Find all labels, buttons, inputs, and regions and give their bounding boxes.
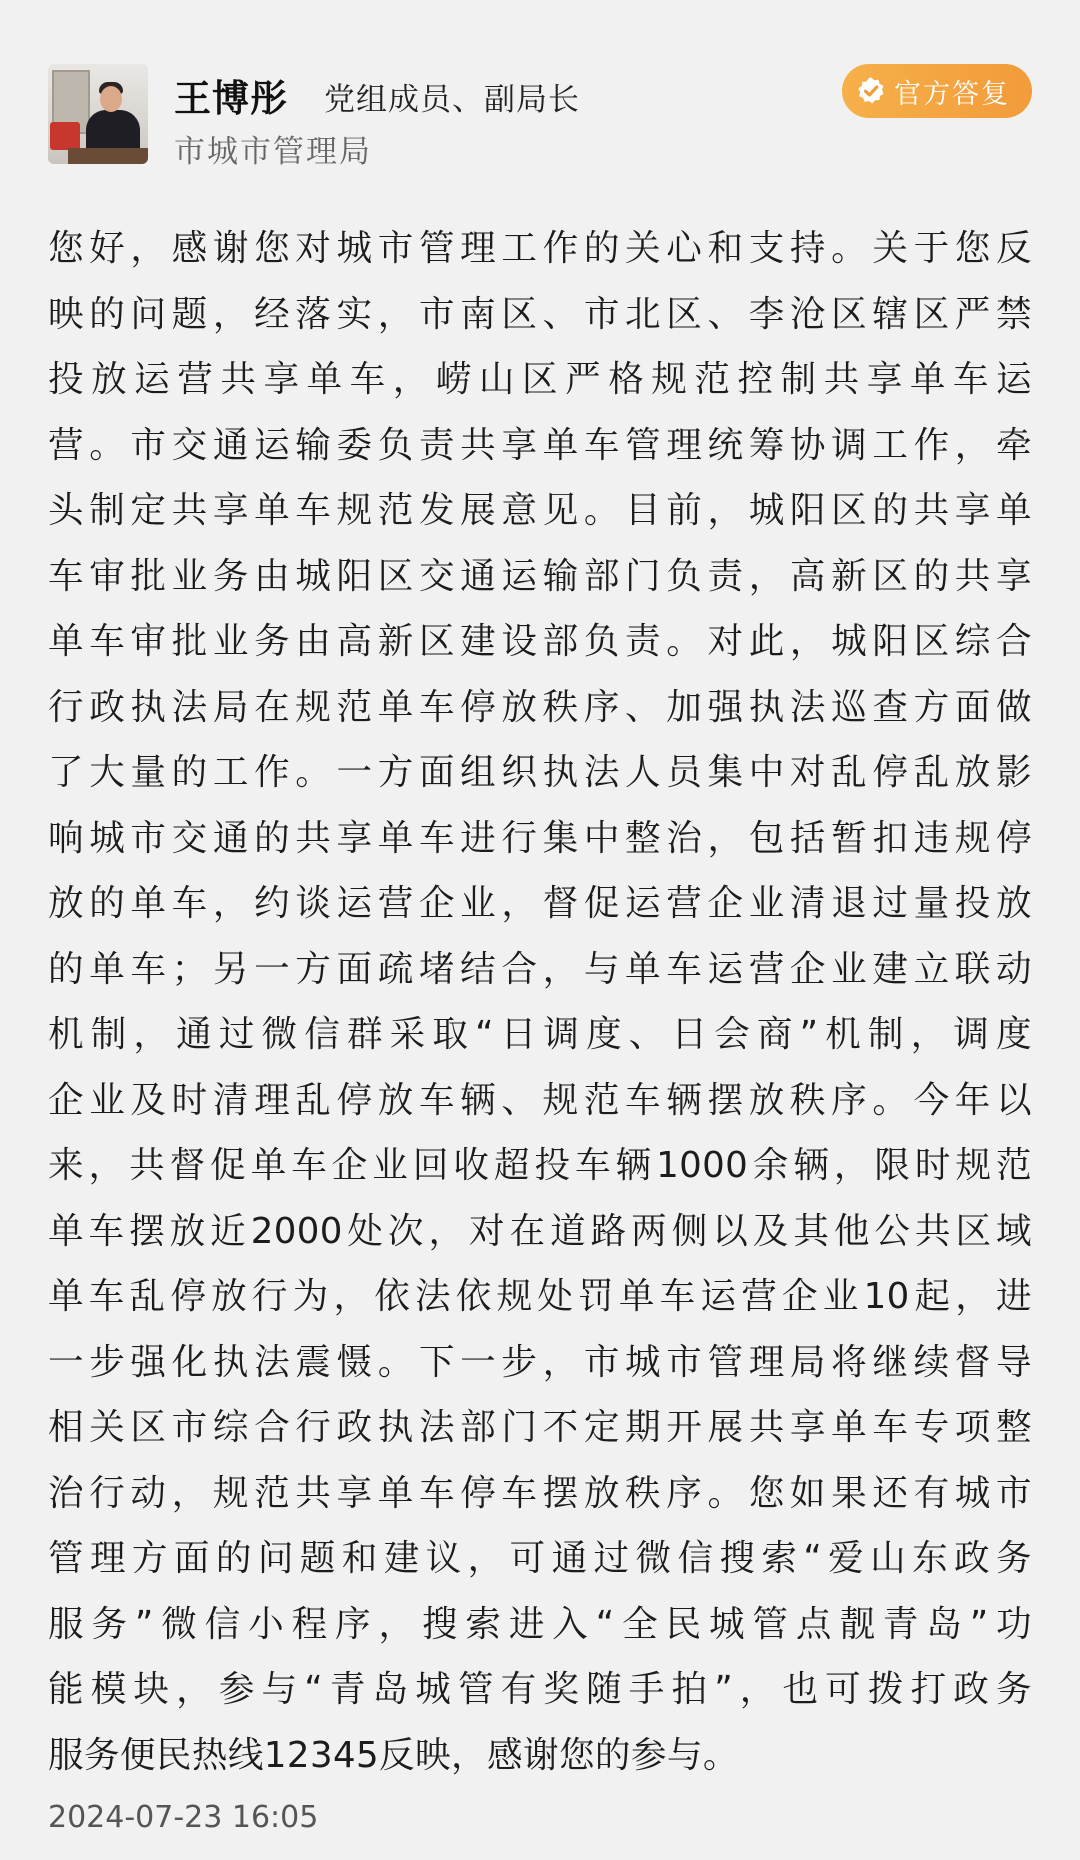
reply-line: 单车摆放近2000处次，对在道路两侧以及其他公共区域 — [48, 1210, 1032, 1252]
official-reply-label: 官方答复 — [894, 78, 1010, 110]
reply-line: 车审批业务由城阳区交通运输部门负责，高新区的共享 — [48, 555, 1032, 597]
responder-header — [48, 64, 1032, 172]
responder-org: 市城市管理局 — [174, 134, 372, 170]
responder-name[interactable]: 王博彤 — [174, 77, 288, 120]
reply-line: 来，共督促单车企业回收超投车辆1000余辆，限时规范 — [48, 1145, 1032, 1186]
reply-line: 您好，感谢您对城市管理工作的关心和支持。关于您反 — [48, 228, 1032, 269]
verified-check-icon — [856, 76, 886, 106]
reply-line: 一步强化执法震慑。下一步，市城市管理局将继续督导 — [48, 1341, 1032, 1383]
reply-line: 单车审批业务由高新区建设部负责。对此，城阳区综合 — [48, 621, 1032, 662]
avatar-red-object — [50, 122, 80, 150]
reply-line: 机制，通过微信群采取“日调度、日会商”机制，调度 — [48, 1014, 1032, 1055]
avatar-person-head — [100, 86, 122, 112]
reply-body — [48, 216, 1032, 1788]
reply-line: 行政执法局在规范单车停放秩序、加强执法巡查方面做 — [48, 686, 1032, 728]
reply-line: 映的问题，经落实，市南区、市北区、李沧区辖区严禁 — [48, 293, 1032, 335]
reply-line: 治行动，规范共享单车停车摆放秩序。您如果还有城市 — [48, 1472, 1032, 1514]
reply-timestamp: 2024-07-23 16:05 — [48, 1800, 319, 1835]
avatar-desk — [68, 148, 148, 164]
reply-line: 营。市交通运输委负责共享单车管理统筹协调工作，牵 — [48, 424, 1032, 466]
reply-line: 相关区市综合行政执法部门不定期开展共享单车专项整 — [48, 1407, 1032, 1448]
reply-line: 单车乱停放行为，依法依规处罚单车运营企业10起，进 — [48, 1276, 1032, 1317]
official-reply-badge — [842, 64, 1032, 118]
reply-line: 了大量的工作。一方面组织执法人员集中对乱停乱放影 — [48, 752, 1032, 793]
reply-line: 能模块，参与“青岛城管有奖随手拍”，也可拨打政务 — [48, 1669, 1032, 1710]
reply-line: 企业及时清理乱停放车辆、规范车辆摆放秩序。今年以 — [48, 1079, 1032, 1121]
reply-line: 的单车；另一方面疏堵结合，与单车运营企业建立联动 — [48, 948, 1032, 990]
reply-line: 服务便民热线12345反映，感谢您的参与。 — [48, 1734, 739, 1776]
reply-line: 头制定共享单车规范发展意见。目前，城阳区的共享单 — [48, 490, 1032, 531]
avatar[interactable] — [48, 64, 148, 164]
reply-line: 响城市交通的共享单车进行集中整治，包括暂扣违规停 — [48, 817, 1032, 859]
reply-line: 放的单车，约谈运营企业，督促运营企业清退过量投放 — [48, 883, 1032, 924]
reply-line: 服务”微信小程序，搜索进入“全民城管点靓青岛”功 — [48, 1603, 1032, 1645]
reply-line: 管理方面的问题和建议，可通过微信搜索“爱山东政务 — [48, 1538, 1032, 1579]
reply-line: 投放运营共享单车，崂山区严格规范控制共享单车运 — [48, 359, 1032, 400]
responder-title: 党组成员、副局长 — [324, 82, 580, 118]
